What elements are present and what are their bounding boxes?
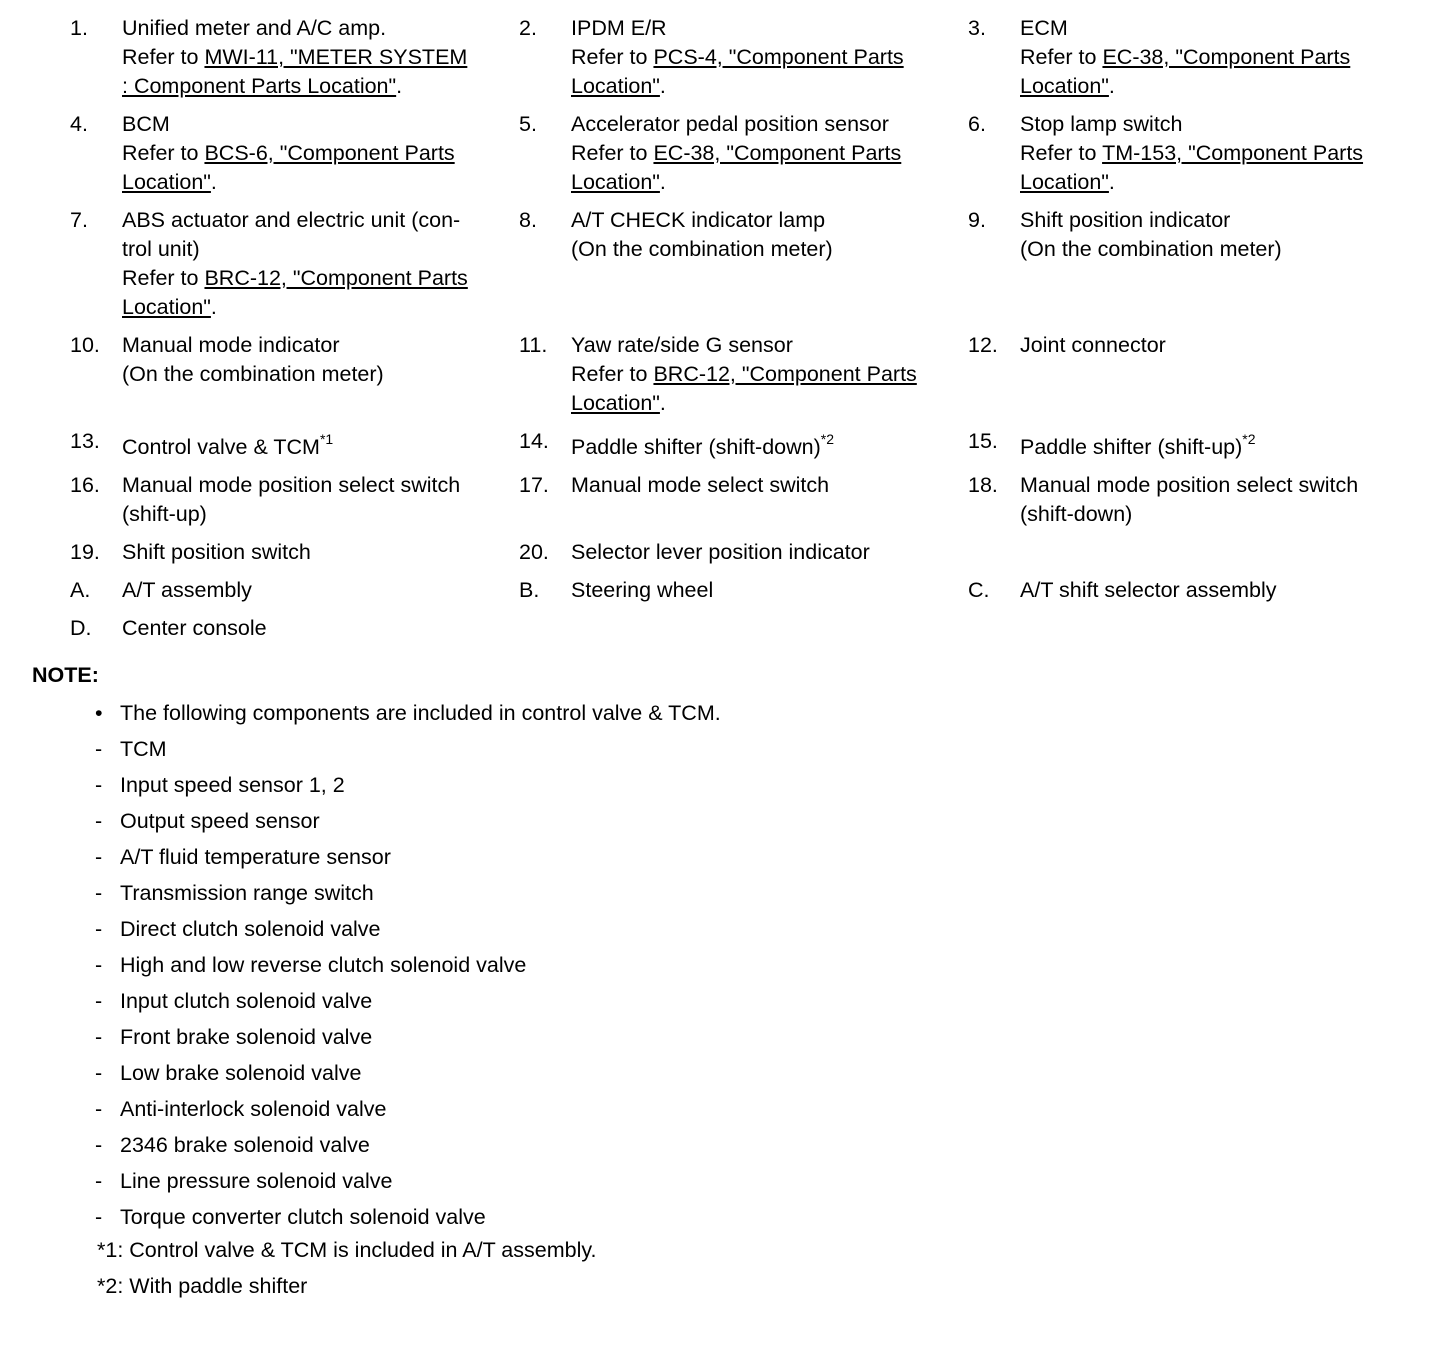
ref-prefix: Refer to bbox=[122, 266, 205, 290]
item-number: 2. bbox=[519, 16, 537, 40]
dash-mark: - bbox=[95, 952, 103, 977]
reference-link-mwi-11-cont[interactable]: : Component Parts Location" bbox=[122, 74, 397, 98]
reference-link-tm-153-cont[interactable]: Location" bbox=[1020, 170, 1109, 194]
item-name: Shift position switch bbox=[122, 540, 311, 564]
legend-item-1: 1. Unified meter and A/C amp. Refer to MWI-11, "METER SYSTEM : Component Parts Location". bbox=[70, 14, 519, 101]
item-number: 7. bbox=[70, 208, 88, 232]
dash-mark: - bbox=[95, 916, 103, 941]
item-number: 19. bbox=[70, 540, 100, 564]
item-name: A/T CHECK indicator lamp bbox=[571, 208, 826, 232]
item-number: 6. bbox=[968, 112, 986, 136]
item-number: 1. bbox=[70, 16, 88, 40]
reference-link-bcs-6[interactable]: BCS-6, "Component Parts bbox=[204, 141, 455, 165]
reference-link-brc-12-cont[interactable]: Location" bbox=[122, 295, 211, 319]
item-name: Yaw rate/side G sensor bbox=[571, 333, 793, 357]
legend-item-16 bbox=[70, 471, 519, 529]
reference-link-brc-12-cont[interactable]: Location" bbox=[571, 391, 660, 415]
item-number: 15. bbox=[968, 429, 998, 453]
note-bullet-item bbox=[95, 695, 721, 731]
ref-prefix: Refer to bbox=[1020, 45, 1103, 69]
legend-item-b bbox=[519, 576, 968, 605]
component-name: Anti-interlock solenoid valve bbox=[120, 1096, 387, 1121]
reference-link-tm-153[interactable]: TM-153, "Component Parts bbox=[1102, 141, 1364, 165]
ref-prefix: Refer to bbox=[122, 45, 205, 69]
item-number: A. bbox=[70, 578, 91, 602]
dash-mark: - bbox=[95, 988, 103, 1013]
legend-item-10 bbox=[70, 331, 519, 418]
legend-item-17 bbox=[519, 471, 968, 529]
item-number: 3. bbox=[968, 16, 986, 40]
item-number: 10. bbox=[70, 333, 100, 357]
legend-item-d bbox=[70, 614, 519, 643]
reference-link-pcs-4-cont[interactable]: Location" bbox=[571, 74, 660, 98]
reference-link-ec-38-cont[interactable]: Location" bbox=[571, 170, 660, 194]
item-name: Manual mode position select switch bbox=[1020, 473, 1359, 497]
legend-item-15 bbox=[968, 427, 1446, 462]
component-list-item bbox=[95, 947, 721, 983]
dash-mark: - bbox=[95, 1168, 103, 1193]
component-legend bbox=[70, 14, 1446, 643]
component-list-item bbox=[95, 1163, 721, 1199]
component-name: Low brake solenoid valve bbox=[120, 1060, 362, 1085]
reference-link-ec-38[interactable]: EC-38, "Component Parts bbox=[653, 141, 902, 165]
item-name: Center console bbox=[122, 616, 267, 640]
footnote-2: *2: With paddle shifter bbox=[97, 1274, 308, 1298]
dash-mark: - bbox=[95, 1024, 103, 1049]
legend-item-19 bbox=[70, 538, 519, 567]
reference-link-mwi-11[interactable]: MWI-11, "METER SYSTEM bbox=[204, 45, 468, 69]
footnote-1: *1: Control valve & TCM is included in A/T assembly. bbox=[97, 1238, 597, 1262]
legend-item-20 bbox=[519, 538, 968, 567]
item-number: 5. bbox=[519, 112, 537, 136]
component-name: A/T fluid temperature sensor bbox=[120, 844, 391, 869]
item-number: 4. bbox=[70, 112, 88, 136]
item-name: Stop lamp switch bbox=[1020, 112, 1183, 136]
item-name: Paddle shifter (shift-down) bbox=[571, 435, 821, 459]
item-number: 12. bbox=[968, 333, 998, 357]
legend-item-11: 11. Yaw rate/side G sensor Refer to BRC-12, "Component Parts Location". bbox=[519, 331, 968, 418]
component-name: Output speed sensor bbox=[120, 808, 320, 833]
legend-item-2: 2. IPDM E/R Refer to PCS-4, "Component Parts Location". bbox=[519, 14, 968, 101]
legend-item-c bbox=[968, 576, 1446, 605]
component-list-item bbox=[95, 1019, 721, 1055]
item-name: Control valve & TCM bbox=[122, 435, 320, 459]
dash-mark: - bbox=[95, 772, 103, 797]
footnote-marker: *2 bbox=[1242, 430, 1256, 447]
component-list-item bbox=[95, 767, 721, 803]
reference-link-bcs-6-cont[interactable]: Location" bbox=[122, 170, 211, 194]
component-name: TCM bbox=[120, 736, 167, 761]
legend-item-7: 7. ABS actuator and electric unit (con- trol unit) Refer to BRC-12, "Component Parts Location". bbox=[70, 206, 519, 322]
component-list-item bbox=[95, 1199, 721, 1235]
item-name: Selector lever position indicator bbox=[571, 540, 870, 564]
dash-mark: - bbox=[95, 808, 103, 833]
component-list-item bbox=[95, 803, 721, 839]
legend-item-13 bbox=[70, 427, 519, 462]
item-number: 20. bbox=[519, 540, 549, 564]
ref-prefix: Refer to bbox=[571, 362, 654, 386]
ref-prefix: Refer to bbox=[571, 141, 654, 165]
item-number: 9. bbox=[968, 208, 986, 232]
legend-item-18 bbox=[968, 471, 1446, 529]
item-name: Joint connector bbox=[1020, 333, 1166, 357]
component-list-item bbox=[95, 911, 721, 947]
dash-mark: - bbox=[95, 1096, 103, 1121]
item-name: Unified meter and A/C amp. bbox=[122, 16, 387, 40]
item-name: Shift position indicator bbox=[1020, 208, 1231, 232]
legend-item-14 bbox=[519, 427, 968, 462]
legend-item-a bbox=[70, 576, 519, 605]
item-number: 13. bbox=[70, 429, 100, 453]
reference-link-pcs-4[interactable]: PCS-4, "Component Parts bbox=[653, 45, 904, 69]
item-name: ABS actuator and electric unit (con- bbox=[122, 208, 461, 232]
dash-mark: - bbox=[95, 1132, 103, 1157]
item-name: Manual mode select switch bbox=[571, 473, 830, 497]
ref-prefix: Refer to bbox=[571, 45, 654, 69]
legend-item-4: 4. BCM Refer to BCS-6, "Component Parts Location". bbox=[70, 110, 519, 197]
item-number: 14. bbox=[519, 429, 549, 453]
item-name: ECM bbox=[1020, 16, 1068, 40]
reference-link-ec-38[interactable]: EC-38, "Component Parts bbox=[1102, 45, 1351, 69]
note-heading: NOTE: bbox=[32, 663, 99, 687]
item-name: Accelerator pedal position sensor bbox=[571, 112, 889, 136]
item-subtext: (On the combination meter) bbox=[571, 237, 833, 261]
legend-item-9 bbox=[968, 206, 1446, 322]
item-name: A/T assembly bbox=[122, 578, 252, 602]
component-name: Direct clutch solenoid valve bbox=[120, 916, 381, 941]
component-list-item bbox=[95, 875, 721, 911]
item-name: Paddle shifter (shift-up) bbox=[1020, 435, 1243, 459]
item-name: Manual mode position select switch bbox=[122, 473, 461, 497]
item-number: 11. bbox=[519, 333, 548, 357]
dash-mark: - bbox=[95, 736, 103, 761]
item-name: BCM bbox=[122, 112, 170, 136]
component-list-item bbox=[95, 839, 721, 875]
ref-prefix: Refer to bbox=[1020, 141, 1103, 165]
dash-mark: - bbox=[95, 1060, 103, 1085]
note-list bbox=[95, 695, 721, 1235]
reference-link-ec-38-cont[interactable]: Location" bbox=[1020, 74, 1109, 98]
component-name: High and low reverse clutch solenoid valve bbox=[120, 952, 527, 977]
component-list-item bbox=[95, 1127, 721, 1163]
reference-link-brc-12[interactable]: BRC-12, "Component Parts bbox=[204, 266, 468, 290]
legend-item-5: 5. Accelerator pedal position sensor Refer to EC-38, "Component Parts Location". bbox=[519, 110, 968, 197]
component-name: Line pressure solenoid valve bbox=[120, 1168, 393, 1193]
legend-item-8 bbox=[519, 206, 968, 322]
item-subtext: (On the combination meter) bbox=[122, 362, 384, 386]
item-name: IPDM E/R bbox=[571, 16, 667, 40]
footnote-marker: *2 bbox=[820, 430, 834, 447]
component-list-item bbox=[95, 731, 721, 767]
component-name: 2346 brake solenoid valve bbox=[120, 1132, 370, 1157]
item-number: 18. bbox=[968, 473, 998, 497]
item-subtext: (On the combination meter) bbox=[1020, 237, 1282, 261]
component-list-item bbox=[95, 1091, 721, 1127]
item-name: A/T shift selector assembly bbox=[1020, 578, 1277, 602]
reference-link-brc-12[interactable]: BRC-12, "Component Parts bbox=[653, 362, 917, 386]
item-number: D. bbox=[70, 616, 92, 640]
item-number: 16. bbox=[70, 473, 100, 497]
component-name: Front brake solenoid valve bbox=[120, 1024, 373, 1049]
item-number: C. bbox=[968, 578, 990, 602]
legend-item-6: 6. Stop lamp switch Refer to TM-153, "Component Parts Location". bbox=[968, 110, 1446, 197]
dash-mark: - bbox=[95, 1204, 103, 1229]
item-name-cont: trol unit) bbox=[122, 237, 200, 261]
note-bullet-text: The following components are included in control valve & TCM. bbox=[120, 700, 721, 725]
item-number: 17. bbox=[519, 473, 549, 497]
item-name: Steering wheel bbox=[571, 578, 714, 602]
dash-mark: - bbox=[95, 844, 103, 869]
legend-item-3: 3. ECM Refer to EC-38, "Component Parts Location". bbox=[968, 14, 1446, 101]
dash-mark: - bbox=[95, 880, 103, 905]
component-list-item bbox=[95, 1055, 721, 1091]
item-number: B. bbox=[519, 578, 540, 602]
component-name: Torque converter clutch solenoid valve bbox=[120, 1204, 486, 1229]
item-name: Manual mode indicator bbox=[122, 333, 340, 357]
footnotes bbox=[97, 1236, 597, 1308]
component-list-item bbox=[95, 983, 721, 1019]
item-subtext: (shift-up) bbox=[122, 502, 207, 526]
legend-item-12 bbox=[968, 331, 1446, 418]
empty-cell bbox=[968, 538, 1446, 567]
footnote-marker: *1 bbox=[319, 430, 334, 447]
bullet-mark: • bbox=[95, 700, 103, 725]
component-name: Input speed sensor 1, 2 bbox=[120, 772, 345, 797]
component-name: Transmission range switch bbox=[120, 880, 374, 905]
item-number: 8. bbox=[519, 208, 537, 232]
component-name: Input clutch solenoid valve bbox=[120, 988, 373, 1013]
item-subtext: (shift-down) bbox=[1020, 502, 1133, 526]
ref-prefix: Refer to bbox=[122, 141, 205, 165]
